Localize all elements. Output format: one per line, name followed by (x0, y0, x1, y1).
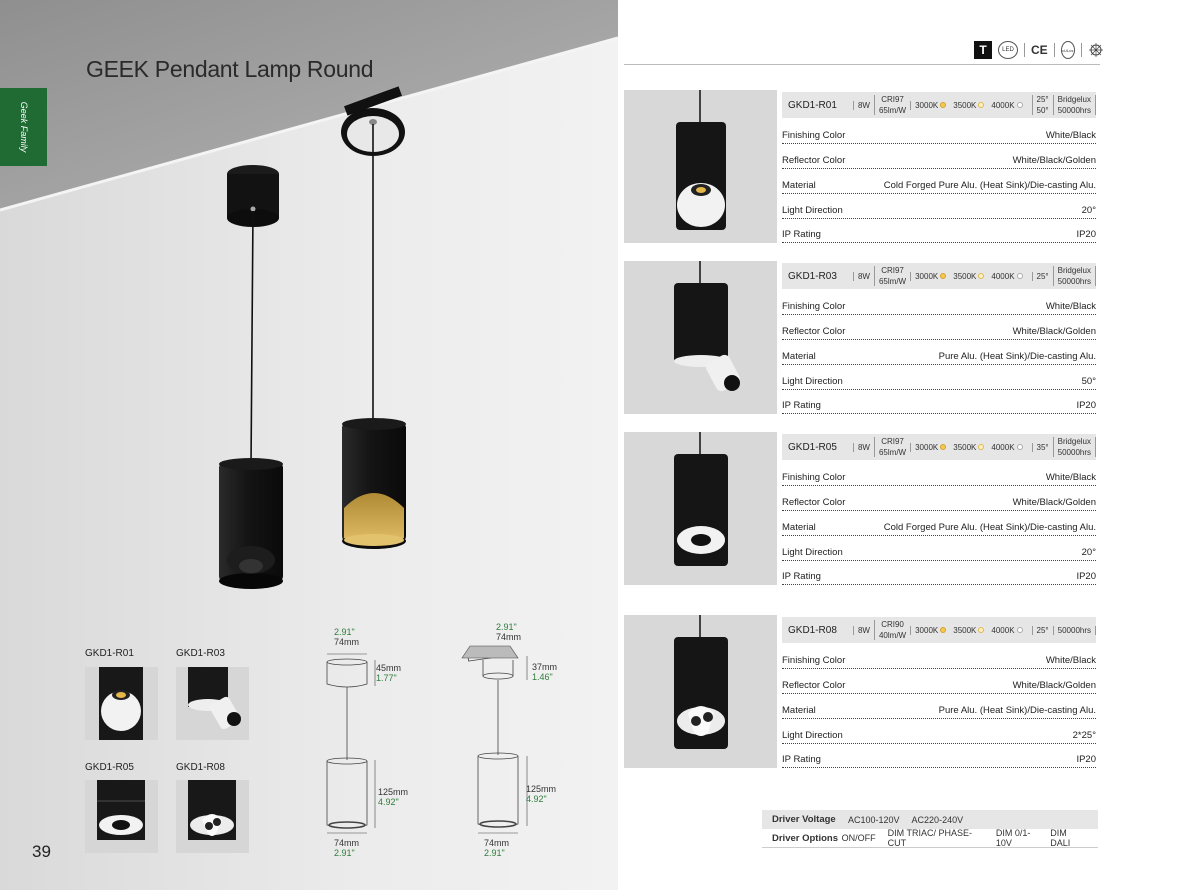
spec-key: Light Direction (782, 730, 843, 741)
spec-value: White/Black (1045, 130, 1096, 141)
cri: CRI97 (881, 437, 904, 446)
beam-angle: 25° (1036, 95, 1049, 104)
cct-value: 3000K (915, 442, 939, 452)
cri: CRI90 (881, 620, 904, 629)
thumb-gkd1-r08 (176, 780, 249, 853)
spec-value: Cold Forged Pure Alu. (Heat Sink)/Die-casting Alu. (883, 522, 1096, 533)
cct-dot-icon (1017, 273, 1023, 279)
spec-key: Finishing Color (782, 655, 846, 666)
ce-icon: CE (1031, 43, 1048, 57)
cct-cell (910, 272, 1031, 281)
beam-cell (1032, 443, 1053, 452)
side-tab-label: Geek Family (19, 101, 29, 153)
culus-icon: cULus (1061, 41, 1075, 59)
cct-dot-icon (978, 102, 984, 108)
cct-value: 4000K (991, 442, 1015, 452)
spec-row (782, 567, 1096, 585)
cct-dot-icon (978, 627, 984, 633)
cri-cell (874, 266, 910, 286)
driver-voltage-value: AC100-120V (848, 814, 900, 825)
spec-value: 2*25° (1072, 730, 1096, 741)
product-code: GKD1-R08 (788, 624, 837, 636)
spec-value: White/Black/Golden (1012, 497, 1096, 508)
spec-key: Reflector Color (782, 680, 846, 691)
product-code: GKD1-R03 (788, 270, 837, 282)
efficacy: 65lm/W (878, 277, 907, 286)
cct-dot-icon (940, 273, 946, 279)
spec-bar (782, 263, 1096, 289)
cri-cell (874, 620, 910, 640)
dim-surface-canopy: 45mm 1.77" (376, 663, 402, 683)
product-image (624, 261, 777, 414)
dim-surface-body: 125mm 4.92" (378, 787, 409, 807)
spec-row (782, 201, 1096, 219)
spec-value: IP20 (1076, 754, 1096, 765)
spec-key: Reflector Color (782, 155, 846, 166)
lifetime: 50000hrs (1057, 448, 1091, 457)
page-number: 39 (32, 842, 51, 861)
cct-value: 3500K (953, 625, 977, 635)
spec-key: IP Rating (782, 571, 821, 582)
cct-value: 3000K (915, 625, 939, 635)
divider (1054, 43, 1055, 57)
cct-dot-icon (1017, 102, 1023, 108)
divider (1024, 43, 1025, 57)
spec-key: IP Rating (782, 400, 821, 411)
spec-key: Light Direction (782, 376, 843, 387)
spec-bar (782, 434, 1096, 460)
driver-option: DIM TRIAC/ PHASE-CUT (887, 828, 973, 848)
spec-row (782, 297, 1096, 315)
beam-angle: 25° (1036, 625, 1049, 635)
thumb-label: GKD1-R08 (176, 762, 225, 773)
spec-value: White/Black/Golden (1012, 326, 1096, 337)
cct-dot-icon (940, 102, 946, 108)
cct-cell (910, 101, 1031, 110)
dim-surface-width: 2.91" 74mm (334, 627, 360, 647)
chip-cell (1053, 95, 1096, 115)
chip-brand: Bridgelux (1057, 266, 1091, 275)
cct-dot-icon (978, 444, 984, 450)
spec-row (782, 372, 1096, 390)
product-image (624, 90, 777, 243)
spec-key: Finishing Color (782, 130, 846, 141)
product-image (624, 615, 777, 768)
spec-value: White/Black/Golden (1012, 155, 1096, 166)
product-gkd1-r03 (624, 261, 1096, 414)
product-image (624, 432, 777, 585)
beam-cell (1032, 626, 1053, 635)
driver-voltage-row (762, 810, 1098, 829)
beam-angle: 50° (1036, 106, 1049, 115)
spec-value: 50° (1081, 376, 1096, 387)
beam-angle: 25° (1036, 271, 1049, 281)
spec-key: IP Rating (782, 229, 821, 240)
spec-value: White/Black (1045, 472, 1096, 483)
spec-value: IP20 (1076, 400, 1096, 411)
cri: CRI97 (881, 266, 904, 275)
driver-options-row (762, 829, 1098, 848)
dim-recessed-bottom: 74mm 2.91" (484, 838, 510, 858)
cct-dot-icon (978, 273, 984, 279)
efficacy: 40lm/W (878, 631, 907, 640)
cct-value: 3000K (915, 100, 939, 110)
spec-row (782, 726, 1096, 744)
product-code: GKD1-R01 (788, 99, 837, 111)
spec-row (782, 126, 1096, 144)
spec-row (782, 750, 1096, 768)
spec-row (782, 225, 1096, 243)
dim-recessed-canopy: 37mm 1.46" (532, 662, 558, 682)
cct-dot-icon (1017, 627, 1023, 633)
power: 8W (853, 101, 874, 110)
dim-surface-bottom: 74mm 2.91" (334, 838, 360, 858)
spec-key: IP Rating (782, 754, 821, 765)
cct-value: 4000K (991, 100, 1015, 110)
cct-dot-icon (940, 627, 946, 633)
spec-bar (782, 92, 1096, 118)
chip-cell (1053, 266, 1096, 286)
driver-table (762, 810, 1098, 848)
dim-recessed-body: 125mm 4.92" (526, 784, 557, 804)
spec-row (782, 493, 1096, 511)
rohs-icon (1088, 41, 1104, 59)
spec-key: Finishing Color (782, 472, 846, 483)
cri-cell (874, 95, 910, 115)
spec-key: Material (782, 522, 816, 533)
spec-key: Reflector Color (782, 497, 846, 508)
cct-dot-icon (940, 444, 946, 450)
spec-value: IP20 (1076, 571, 1096, 582)
efficacy: 65lm/W (878, 106, 907, 115)
chip-cell (1053, 437, 1096, 457)
spec-key: Finishing Color (782, 301, 846, 312)
dim-recessed-width: 2.91" 74mm (496, 622, 522, 642)
power: 8W (853, 626, 874, 635)
spec-row (782, 651, 1096, 669)
product-gkd1-r01 (624, 90, 1096, 243)
driver-option: ON/OFF (841, 833, 876, 843)
spec-value: Cold Forged Pure Alu. (Heat Sink)/Die-casting Alu. (883, 180, 1096, 191)
spec-key: Light Direction (782, 205, 843, 216)
lifetime: 50000hrs (1057, 277, 1091, 286)
spec-row (782, 176, 1096, 194)
driver-voltage-label: Driver Voltage (772, 814, 836, 825)
spec-row (782, 701, 1096, 719)
thumb-gkd1-r03 (176, 667, 249, 740)
spec-value: IP20 (1076, 229, 1096, 240)
driver-options-label: Driver Options (772, 832, 838, 844)
spec-row (782, 322, 1096, 340)
power: 8W (853, 443, 874, 452)
cct-value: 3500K (953, 100, 977, 110)
divider (1081, 43, 1082, 57)
driver-voltage-value: AC220-240V (911, 814, 964, 825)
certification-row (974, 40, 1104, 60)
t-mark-icon: T (974, 41, 992, 59)
driver-option: DIM 0/1-10V (995, 828, 1031, 848)
driver-option: DIM DALI (1050, 828, 1071, 848)
beam-cell (1032, 272, 1053, 281)
spec-row (782, 518, 1096, 536)
cri-cell (874, 437, 910, 457)
chip-cell (1053, 626, 1096, 635)
spec-value: White/Black/Golden (1012, 680, 1096, 691)
spec-key: Material (782, 705, 816, 716)
spec-row (782, 676, 1096, 694)
cct-value: 3500K (953, 271, 977, 281)
spec-row (782, 347, 1096, 365)
cri: CRI97 (881, 95, 904, 104)
spec-row (782, 151, 1096, 169)
spec-value: Pure Alu. (Heat Sink)/Die-casting Alu. (938, 351, 1096, 362)
top-rule (624, 64, 1100, 65)
right-page (618, 0, 1200, 890)
spec-value: 20° (1081, 205, 1096, 216)
spec-value: White/Black (1045, 655, 1096, 666)
spec-key: Material (782, 180, 816, 191)
cct-cell (910, 443, 1031, 452)
chip-brand: Bridgelux (1057, 437, 1091, 446)
spec-row (782, 468, 1096, 486)
thumb-gkd1-r01 (85, 667, 158, 740)
thumb-gkd1-r05 (85, 780, 158, 853)
thumb-label: GKD1-R03 (176, 648, 225, 659)
spec-bar (782, 617, 1096, 643)
side-tab (0, 88, 47, 166)
spec-value: 20° (1081, 547, 1096, 558)
product-gkd1-r08 (624, 615, 1096, 768)
lifetime: 50000hrs (1057, 625, 1091, 635)
beam-angle: 35° (1036, 442, 1049, 452)
cct-value: 4000K (991, 625, 1015, 635)
cct-cell (910, 626, 1031, 635)
spec-key: Reflector Color (782, 326, 846, 337)
spec-key: Light Direction (782, 547, 843, 558)
cct-dot-icon (1017, 444, 1023, 450)
beam-cell (1032, 95, 1053, 115)
power: 8W (853, 272, 874, 281)
efficacy: 65lm/W (878, 448, 907, 457)
spec-value: Pure Alu. (Heat Sink)/Die-casting Alu. (938, 705, 1096, 716)
page-title: GEEK Pendant Lamp Round (86, 56, 374, 82)
thumb-label: GKD1-R01 (85, 648, 134, 659)
lifetime: 50000hrs (1057, 106, 1091, 115)
product-gkd1-r05 (624, 432, 1096, 585)
cct-value: 4000K (991, 271, 1015, 281)
spec-value: White/Black (1045, 301, 1096, 312)
thumb-label: GKD1-R05 (85, 762, 134, 773)
product-code: GKD1-R05 (788, 441, 837, 453)
dimension-drawing (300, 640, 560, 840)
spec-row (782, 543, 1096, 561)
spec-row (782, 396, 1096, 414)
led-icon: LED (998, 41, 1018, 59)
chip-brand: Bridgelux (1057, 95, 1091, 104)
cct-value: 3500K (953, 442, 977, 452)
spec-key: Material (782, 351, 816, 362)
cct-value: 3000K (915, 271, 939, 281)
